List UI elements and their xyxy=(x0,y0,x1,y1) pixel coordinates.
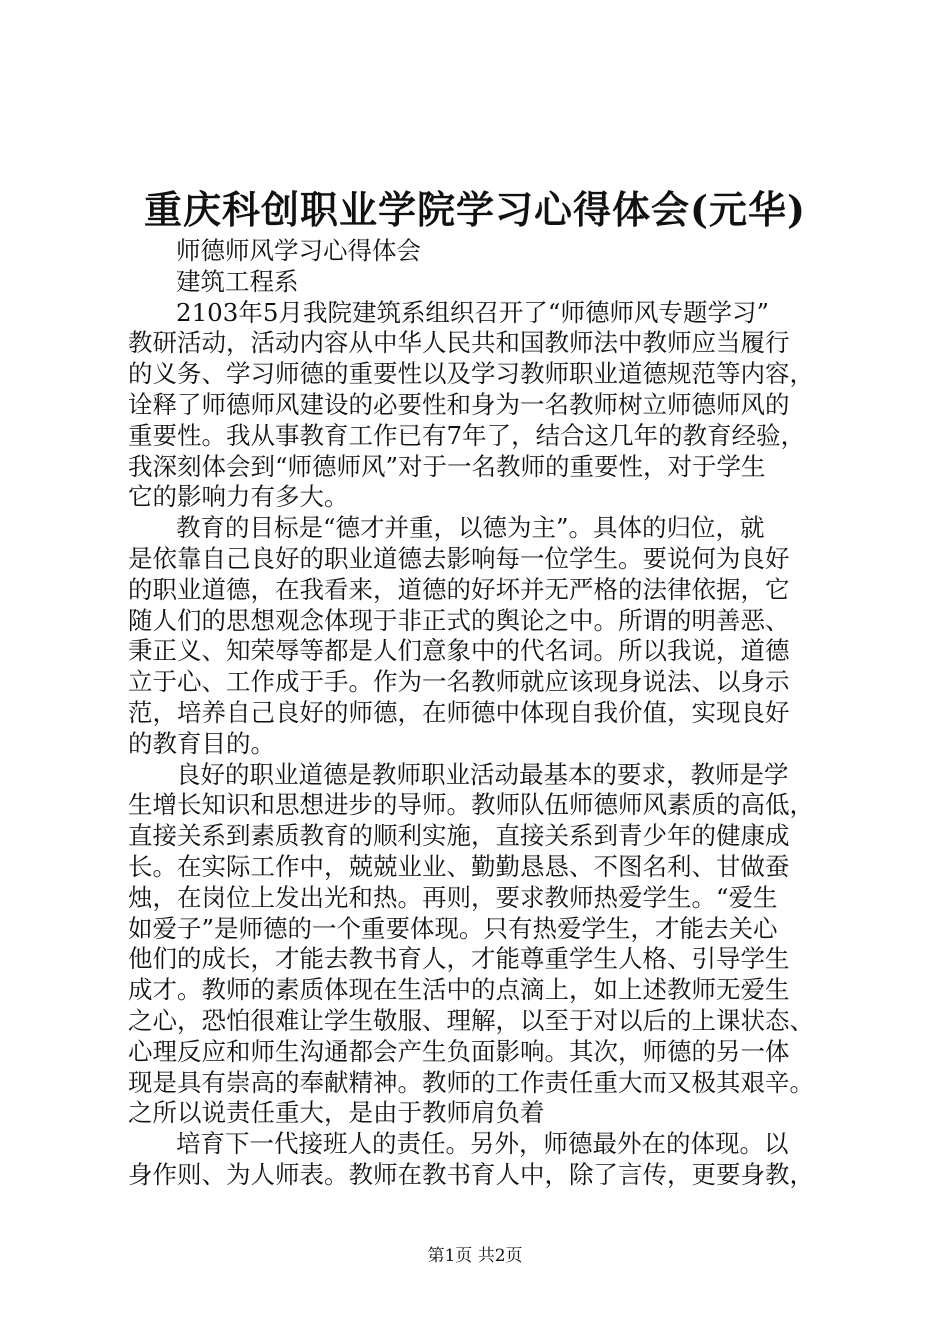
body-line: 2103年5月我院建筑系组织召开了“师德师风专题学习” xyxy=(176,297,769,327)
body-line: 的职业道德，在我看来，道德的好坏并无严格的法律依据，它 xyxy=(128,574,790,604)
body-line: 心理反应和师生沟通都会产生负面影响。其次，师德的另一体 xyxy=(128,1036,790,1066)
body-line: 烛，在岗位上发出光和热。再则，要求教师热爱学生。“爱生 xyxy=(128,882,778,912)
body-line: 如爱子”是师德的一个重要体现。只有热爱学生，才能去关心 xyxy=(128,913,778,943)
body-line: 现是具有崇高的奉献精神。教师的工作责任重大而又极其艰辛。 xyxy=(128,1067,814,1097)
page-footer: 第1页 共2页 xyxy=(427,1246,523,1266)
body-line: 诠释了师德师风建设的必要性和身为一名教师树立师德师风的 xyxy=(128,389,790,419)
body-line: 之心，恐怕很难让学生敬服、理解，以至于对以后的上课状态、 xyxy=(128,1005,814,1035)
body-line: 身作则、为人师表。教师在教书育人中，除了言传，更要身教， xyxy=(128,1159,814,1189)
document-subtitle: 师德师风学习心得体会 xyxy=(176,236,421,265)
body-line: 之所以说责任重大，是由于教师肩负着 xyxy=(128,1098,545,1128)
document-department: 建筑工程系 xyxy=(176,266,299,296)
body-line: 直接关系到素质教育的顺利实施，直接关系到青少年的健康成 xyxy=(128,821,790,851)
body-line: 良好的职业道德是教师职业活动最基本的要求，教师是学 xyxy=(176,759,789,789)
body-line: 成才。教师的素质体现在生活中的点滴上，如上述教师无爱生 xyxy=(128,975,790,1005)
body-line: 范，培养自己良好的师德，在师德中体现自我价值，实现良好 xyxy=(128,697,790,727)
body-line: 重要性。我从事教育工作已有7年了，结合这几年的教育经验， xyxy=(128,420,806,450)
body-line: 生增长知识和思想进步的导师。教师队伍师德师风素质的高低， xyxy=(128,790,814,820)
body-line: 立于心、工作成于手。作为一名教师就应该现身说法、以身示 xyxy=(128,667,790,697)
body-line: 他们的成长，才能去教书育人，才能尊重学生人格、引导学生 xyxy=(128,944,790,974)
body-line: 长。在实际工作中，兢兢业业、勤勤恳恳、不图名利、甘做蚕 xyxy=(128,851,790,881)
body-line: 教育的目标是“德才并重，以德为主”。具体的归位，就 xyxy=(176,513,765,543)
body-line: 教研活动，活动内容从中华人民共和国教师法中教师应当履行 xyxy=(128,328,790,358)
page-title: 重庆科创职业学院学习心得体会(元华) xyxy=(144,187,806,232)
body-line: 随人们的思想观念体现于非正式的舆论之中。所谓的明善恶、 xyxy=(128,605,790,635)
body-line: 是依靠自己良好的职业道德去影响每一位学生。要说何为良好 xyxy=(128,543,790,573)
body-line: 它的影响力有多大。 xyxy=(128,482,349,512)
body-line: 的义务、学习师德的重要性以及学习教师职业道德规范等内容， xyxy=(128,359,814,389)
body-line: 培育下一代接班人的责任。另外，师德最外在的体现。以 xyxy=(176,1129,789,1159)
document-body xyxy=(128,236,828,1191)
body-line: 我深刻体会到“师德师风”对于一名教师的重要性，对于学生 xyxy=(128,451,766,481)
body-line: 秉正义、知荣辱等都是人们意象中的代名词。所以我说，道德 xyxy=(128,636,790,666)
body-line: 的教育目的。 xyxy=(128,728,275,758)
